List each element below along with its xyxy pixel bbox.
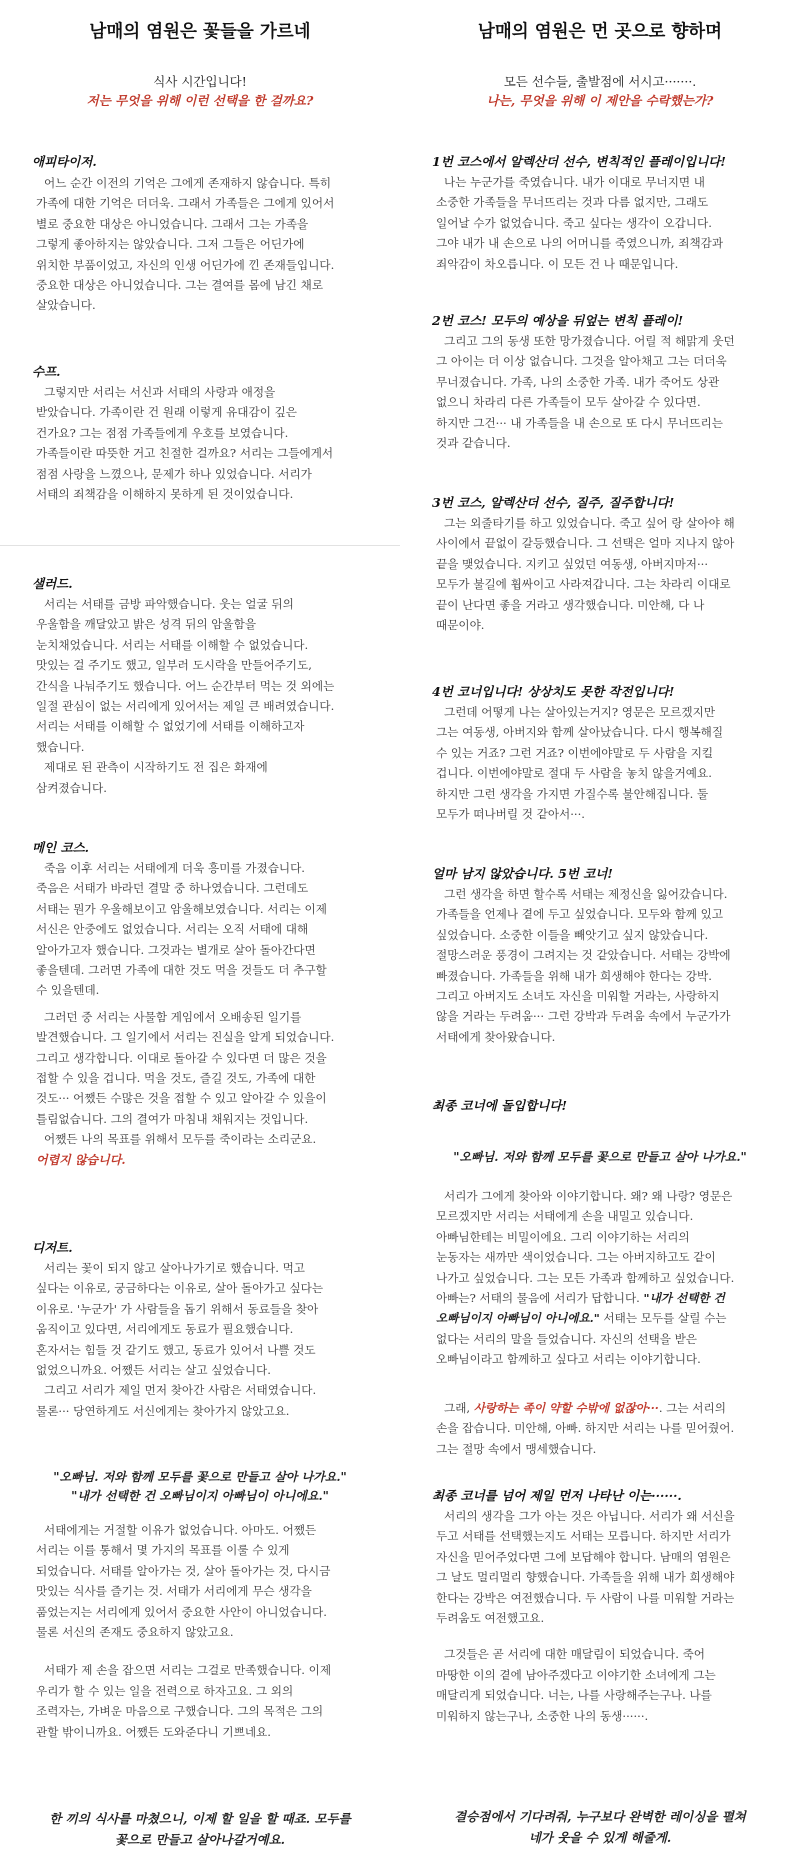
text-line: 나는 누군가를 죽였습니다. 내가 이대로 무너지면 내 <box>444 175 705 189</box>
paragraph <box>414 172 786 274</box>
text-line: 오빠님이라고 함께하고 싶다고 서리는 이야기합니다. <box>436 1352 701 1367</box>
text-line: 살았습니다. <box>36 298 96 313</box>
text-line: 아빠님한테는 비밀이에요. 그리 이야기하는 서리의 <box>436 1229 690 1244</box>
text-line: 맛있는 식사를 즐기는 것. 서태가 서리에게 무슨 생각을 <box>36 1584 312 1599</box>
text-line: 서태에게는 거절할 이유가 없었습니다. 아마도. 어쨌든 <box>44 1523 317 1537</box>
section-heading: 애피타이저. <box>32 154 97 169</box>
text-line: 좋을텐데. 그러면 가족에 대한 것도 먹을 것들도 더 추구할 <box>36 963 327 978</box>
text-span: 아빠는? 서태의 물음에 서리가 답합니다. <box>436 1291 640 1306</box>
section-heading: 샐러드. <box>32 576 73 591</box>
text-line: 맛있는 걸 주기도 했고, 일부러 도시락을 만들어주기도, <box>36 658 312 673</box>
text-line: 그 날도 멀리멀리 향했습니다. 가족들을 위해 내가 희생해야 <box>436 1570 735 1585</box>
section-course-2 <box>414 311 786 453</box>
section-heading: 3번 코스, 알렉산더 선수, 질주, 질주합니다! <box>432 495 675 510</box>
left-intro-question: 저는 무엇을 위해 이런 선택을 한 걸까요? <box>86 93 314 108</box>
paragraph <box>14 1007 386 1129</box>
quote-line: "내가 선택한 건 오빠님이지 아빠님이 아니에요." <box>71 1489 329 1503</box>
text-line: 위치한 부품이었고, 자신의 인생 어딘가에 낀 존재들입니다. <box>36 257 335 272</box>
text-line: 싶다는 이유로, 궁금하다는 이유로, 살아 돌아가고 싶다는 <box>36 1281 324 1296</box>
section-course-1 <box>414 152 786 274</box>
right-intro <box>414 72 786 110</box>
right-title: 남매의 염원은 먼 곳으로 향하며 <box>477 22 723 42</box>
text-line: 일어날 수가 없었습니다. 죽고 싶다는 생각이 오갑니다. <box>436 215 712 230</box>
right-final-para <box>414 1186 786 1370</box>
text-line: 싶었습니다. 소중한 이들을 빼앗기고 싶지 않았습니다. <box>436 927 709 942</box>
text-line: 서태에게 찾아왔습니다. <box>436 1029 556 1044</box>
text-line: 매달리게 되었습니다. 너는, 나를 사랑해주는구나. 나를 <box>436 1688 712 1703</box>
text-line: 하지만 그건··· 내 가족들을 내 손으로 또 다시 무너뜨리는 <box>436 415 723 430</box>
text-line: 빠졌습니다. 가족들을 위해 내가 희생해야 한다는 강박. <box>436 968 712 983</box>
text-line: 그리고 서리가 제일 먼저 찾아간 사람은 서태였습니다. <box>44 1383 317 1398</box>
text-line: 미워하지 않는구나, 소중한 나의 동생······. <box>436 1708 649 1723</box>
text-line: 서태는 뭔가 우울해보이고 암울해보였습니다. 서리는 이제 <box>36 901 327 916</box>
closing-line: 한 끼의 식사를 마쳤으니, 이제 할 일을 할 때죠. 모두를 <box>49 1811 351 1826</box>
text-line: 그리고 생각합니다. 이대로 돌아갈 수 있다면 더 많은 것을 <box>36 1050 327 1065</box>
section-heading: 4번 코너입니다! 상상치도 못한 작전입니다! <box>432 684 675 699</box>
text-line: 그렇지만 서리는 서신과 서태의 사랑과 애정을 <box>44 385 276 399</box>
text-line: 나가고 싶었습니다. 그는 모든 가족과 함께하고 싶었습니다. <box>436 1270 735 1285</box>
text-line: 관할 밖이니까요. 어쨌든 도와준다니 기쁘네요. <box>36 1724 271 1739</box>
text-line: 했습니다. <box>36 739 85 754</box>
paragraph <box>14 1520 386 1642</box>
text-line: 수 있는 거죠? 그런 거죠? 이번에야말로 두 사람을 지킬 <box>436 745 714 760</box>
text-line: 받았습니다. 가족이란 건 원래 이렇게 유대감이 깊은 <box>36 405 297 420</box>
paragraph <box>414 1506 786 1628</box>
text-line: 발견했습니다. 그 일기에서 서리는 진실을 알게 되었습니다. <box>36 1030 335 1045</box>
paragraph <box>14 173 386 316</box>
paragraph <box>14 1380 386 1421</box>
section-heading: 디저트. <box>32 1240 73 1255</box>
text-line <box>414 1288 786 1308</box>
text-line: 겁니다. 이번에야말로 절대 두 사람을 놓치 않을거예요. <box>436 766 712 781</box>
section-course-3 <box>414 493 786 635</box>
text-line: 모두가 불길에 휩싸이고 사라져갑니다. 그는 차라리 이대로 <box>436 577 731 592</box>
paragraph <box>414 1398 786 1459</box>
text-line: 어쨌든 나의 목표를 위해서 모두를 죽이라는 소리군요. <box>44 1132 317 1147</box>
text-line: 무너졌습니다. 가족, 나의 소중한 가족. 내가 죽어도 상관 <box>436 374 720 389</box>
paragraph <box>414 513 786 635</box>
paragraph <box>14 1258 386 1380</box>
text-line: 끝이 난다면 좋을 거라고 생각했습니다. 미안해, 다 나 <box>436 597 705 612</box>
section-final-corner <box>414 1096 786 1116</box>
text-line: 물론 서신의 존재도 중요하지 않았고요. <box>36 1625 234 1640</box>
text-line: 두려움도 여전했고요. <box>436 1611 545 1626</box>
paragraph <box>14 1129 386 1149</box>
section-main-course <box>14 838 386 1170</box>
quote-line: "오빠님. 저와 함께 모두를 꽃으로 만들고 살아 나가요." <box>53 1470 347 1484</box>
text-line: 죄악감이 차오릅니다. 이 모든 건 나 때문입니다. <box>436 256 679 271</box>
text-line: 절망스러운 풍경이 그려지는 것 같았습니다. 서태는 강박에 <box>436 948 731 963</box>
text-span: 그래, <box>444 1401 474 1415</box>
section-heading: 최종 코너에 돌입합니다! <box>432 1098 567 1113</box>
text-line: 눈동자는 새까만 색이었습니다. 그는 아버지하고도 같이 <box>436 1250 716 1265</box>
section-corner-4 <box>414 682 786 824</box>
left-intro <box>14 72 386 110</box>
text-line: 손을 잡습니다. 미안해, 아빠. 하지만 서리는 나를 믿어줬어. <box>436 1421 735 1436</box>
text-line: 없다는 서리의 말을 들었습니다. 자신의 선택을 받은 <box>436 1331 697 1346</box>
section-corner-5 <box>414 864 786 1047</box>
text-line: 때문이야. <box>436 618 485 633</box>
text-line <box>414 1398 786 1418</box>
emphasis-span: 오빠님이지 아빠님이 아니에요." <box>436 1311 600 1326</box>
text-line: 가족에 대한 기억은 더더욱. 그래서 가족들은 그에게 있어서 <box>36 196 335 211</box>
text-line: 별로 중요한 대상은 아니었습니다. 그래서 그는 가족을 <box>36 216 309 231</box>
text-line: 서태의 죄책감을 이해하지 못하게 된 것이었습니다. <box>36 487 294 502</box>
text-line: 품었는지는 서리에게 있어서 중요한 사안이 아니었습니다. <box>36 1604 327 1619</box>
text-line: 그는 여동생, 아버지와 함께 살아났습니다. 다시 행복해질 <box>436 725 724 740</box>
emphasis-line: 어렵지 않습니다. <box>36 1152 126 1167</box>
closing-line: 결승점에서 기다려줘, 누구보다 완벽한 레이싱을 펼쳐 <box>454 1809 746 1824</box>
right-intro-line: 모든 선수들, 출발점에 서시고·······. <box>503 74 697 89</box>
paragraph <box>14 757 386 798</box>
left-intro-line: 식사 시간입니다! <box>153 74 247 89</box>
text-line: 제대로 된 관측이 시작하기도 전 집은 화재에 <box>44 760 268 775</box>
text-line: 서태가 제 손을 잡으면 서리는 그걸로 만족했습니다. 이제 <box>44 1663 332 1678</box>
left-quote <box>14 1468 386 1506</box>
text-line: 삼켜졌습니다. <box>36 780 107 795</box>
text-line: 한다는 강박은 여전했습니다. 두 사람이 나를 미워할 거라는 <box>436 1590 735 1605</box>
text-line: 그야 내가 내 손으로 나의 어머니를 죽였으니까, 죄책감과 <box>436 236 724 251</box>
paragraph <box>414 884 786 1047</box>
text-line: 그런데 어떻게 나는 살아있는거지? 영문은 모르겠지만 <box>444 705 716 719</box>
text-line <box>414 1308 786 1328</box>
section-appetizer <box>14 152 386 316</box>
text-span: 서태는 모두를 살릴 수는 <box>599 1311 727 1326</box>
text-line: 건가요? 그는 점점 가족들에게 우호를 보였습니다. <box>36 425 289 440</box>
text-line: 소중한 가족들을 무너뜨리는 것과 다름 없지만, 그래도 <box>436 195 709 210</box>
text-line: 틀림없습니다. 그의 결여가 마침내 채워지는 것입니다. <box>36 1111 309 1126</box>
text-line: 그는 절망 속에서 맹세했습니다. <box>436 1441 597 1456</box>
paragraph <box>414 1186 786 1370</box>
section-heading: 메인 코스. <box>32 840 90 855</box>
text-line: 가족들을 언제나 곁에 두고 싶었습니다. 모두와 함께 있고 <box>436 907 724 922</box>
text-line: 서리는 서태를 금방 파악했습니다. 웃는 얼굴 뒤의 <box>44 597 294 611</box>
text-line: 접할 수 있을 겁니다. 먹을 것도, 즐길 것도, 가족에 대한 <box>36 1071 316 1086</box>
text-line: 없었으니까요. 어쨌든 서리는 살고 싶었습니다. <box>36 1363 271 1378</box>
paragraph <box>414 702 786 824</box>
text-line: 그렇게 좋아하지는 않았습니다. 그저 그들은 어딘가에 <box>36 237 305 252</box>
section-heading: 1번 코스에서 알렉산더 선수, 변칙적인 플레이입니다! <box>432 154 726 169</box>
left-closing <box>14 1808 386 1850</box>
closing-line: 네가 웃을 수 있게 해줄게. <box>528 1830 672 1845</box>
text-line: 움직이고 있다면, 서리에게도 동료가 필요했습니다. <box>36 1322 294 1337</box>
section-salad <box>14 574 386 798</box>
text-line: 그는 외줄타기를 하고 있었습니다. 죽고 싶어 랑 살아야 해 <box>444 516 735 530</box>
section-heading: 최종 코너를 넘어 제일 먼저 나타난 이는······. <box>432 1488 682 1503</box>
left-title: 남매의 염원은 꽃들을 가르네 <box>89 22 311 42</box>
section-dessert <box>14 1238 386 1421</box>
text-line: 서신은 안중에도 없었습니다. 서리는 오직 서태에 대해 <box>36 922 309 937</box>
paragraph <box>14 594 386 757</box>
text-line: 가족들이란 따뜻한 거고 친절한 걸까요? 서리는 그들에게서 <box>36 446 334 461</box>
text-line: 마땅한 이의 곁에 남아주겠다고 이야기한 소녀에게 그는 <box>436 1667 716 1682</box>
text-line: 죽음 이후 서리는 서태에게 더욱 흥미를 가졌습니다. <box>44 861 305 875</box>
text-line: 서리는 꽃이 되지 않고 살아나가기로 했습니다. 먹고 <box>44 1261 305 1275</box>
paragraph <box>414 1644 786 1726</box>
text-line: 사이에서 끝없이 갈등했습니다. 그 선택은 얼마 지나지 않아 <box>436 536 735 551</box>
text-line: 우리가 할 수 있는 일을 전력으로 하자고요. 그 외의 <box>36 1683 294 1698</box>
text-line: 두고 서태를 선택했는지도 서태는 모릅니다. 하지만 서리가 <box>436 1529 731 1544</box>
section-last <box>414 1486 786 1726</box>
section-heading: 수프. <box>32 364 61 379</box>
text-line: 조력자는, 가벼운 마음으로 구했습니다. 그의 목적은 그의 <box>36 1704 324 1719</box>
text-line: 서리는 이를 통해서 몇 가지의 목표를 이룰 수 있게 <box>36 1543 290 1558</box>
text-line: 중요한 대상은 아니었습니다. 그는 결여를 몸에 남긴 채로 <box>36 278 324 293</box>
paragraph <box>414 331 786 453</box>
right-quote <box>414 1148 786 1167</box>
text-line: 서리가 그에게 찾아와 이야기합니다. 왜? 왜 나랑? 영문은 <box>444 1189 733 1203</box>
text-span: . 그는 서리의 <box>658 1401 726 1415</box>
section-soup <box>14 362 386 504</box>
text-line: 서리는 서태를 이해할 수 없었기에 서태를 이해하고자 <box>36 719 305 734</box>
text-line: 모르겠지만 서리는 서태에게 손을 내밀고 있습니다. <box>436 1209 694 1224</box>
text-line: 일절 관심이 없는 서리에게 있어서는 제일 큰 배려였습니다. <box>36 699 335 714</box>
text-line: 그러던 중 서리는 사물함 게임에서 오배송된 일기를 <box>44 1009 302 1024</box>
text-line: 자신을 믿어주었다면 그에 보답해야 합니다. 남매의 염원은 <box>436 1549 731 1564</box>
text-line: 그 아이는 더 이상 없습니다. 그것을 알아채고 그는 더더욱 <box>436 354 727 369</box>
text-line: 않을 거라는 두려움··· 그런 강박과 두려움 속에서 누군가가 <box>436 1009 731 1024</box>
text-line: 수 있을텐데. <box>36 983 100 998</box>
paragraph <box>14 382 386 504</box>
emphasis-span: 사랑하는 족이 약할 수밖에 없잖아··· <box>473 1401 659 1415</box>
right-intro-question: 나는, 무엇을 위해 이 제안을 수락했는가? <box>486 93 714 108</box>
paragraph <box>14 858 386 1001</box>
text-line: 그리고 그의 동생 또한 망가졌습니다. 어릴 적 해맑게 웃던 <box>444 334 735 348</box>
text-line: 우울함을 깨달았고 밝은 성격 뒤의 암울함을 <box>36 617 257 632</box>
right-then <box>414 1398 786 1459</box>
closing-line: 꽃으로 만들고 살아나갈거예요. <box>114 1832 286 1847</box>
emphasis-span: "내가 선택한 건 <box>643 1291 725 1306</box>
right-closing <box>414 1806 786 1848</box>
divider <box>0 545 400 546</box>
quote-line: "오빠님. 저와 함께 모두를 꽃으로 만들고 살아 나가요." <box>453 1150 747 1164</box>
text-line: 모두가 떠나버릴 것 같아서···. <box>436 807 585 822</box>
text-line: 혼자서는 힘들 것 같기도 했고, 동료가 있어서 나쁠 것도 <box>36 1342 316 1357</box>
left-after-quote <box>14 1520 386 1742</box>
text-line: 그리고 아버지도 소녀도 자신을 미워할 거라는, 사랑하지 <box>436 989 720 1004</box>
text-line: 죽음은 서태가 바라던 결말 중 하나였습니다. 그런데도 <box>36 881 309 896</box>
text-line: 눈치채었습니다. 서리는 서태를 이해할 수 없었습니다. <box>36 637 309 652</box>
text-line: 이유로. '누군가' 가 사람들을 돕기 위해서 동료들을 찾아 <box>36 1301 319 1316</box>
text-line: 끝을 맺었습니다. 지키고 싶었던 여동생, 아버지마저··· <box>436 556 709 571</box>
text-line: 어느 순간 이전의 기억은 그에게 존재하지 않습니다. 특히 <box>44 176 332 190</box>
text-line: 없으니 차라리 다른 가족들이 모두 살아갈 수 있다면. <box>436 395 701 410</box>
text-line: 서리의 생각을 그가 아는 것은 아닙니다. 서리가 왜 서신을 <box>444 1509 735 1523</box>
text-line: 알아가고자 했습니다. 그것과는 별개로 살아 돌아간다면 <box>36 942 316 957</box>
section-heading: 얼마 남지 않았습니다. 5번 코너! <box>432 866 613 881</box>
text-line: 것과 같습니다. <box>436 436 511 451</box>
paragraph <box>14 1660 386 1742</box>
section-heading: 2번 코스! 모두의 예상을 뒤엎는 변칙 플레이! <box>432 313 684 328</box>
text-line: 하지만 그런 생각을 가지면 가질수록 불안해집니다. 둘 <box>436 786 709 801</box>
text-line: 물론··· 당연하게도 서신에게는 찾아가지 않았고요. <box>36 1403 290 1418</box>
text-line: 되었습니다. 서태를 알아가는 것, 살아 돌아가는 것, 다시금 <box>36 1563 331 1578</box>
text-line: 간식을 나눠주기도 했습니다. 어느 순간부터 먹는 것 외에는 <box>36 678 335 693</box>
text-line: 점점 사랑을 느꼈으나, 문제가 하나 있었습니다. 서리가 <box>36 466 312 481</box>
text-line: 그것들은 곧 서리에 대한 매달림이 되었습니다. 죽어 <box>444 1647 705 1662</box>
text-line: 것도··· 어쨌든 수많은 것을 접할 수 있고 알아갈 수 있을이 <box>36 1091 327 1106</box>
text-line: 그런 생각을 하면 할수록 서태는 제정신을 잃어갔습니다. <box>444 887 728 901</box>
